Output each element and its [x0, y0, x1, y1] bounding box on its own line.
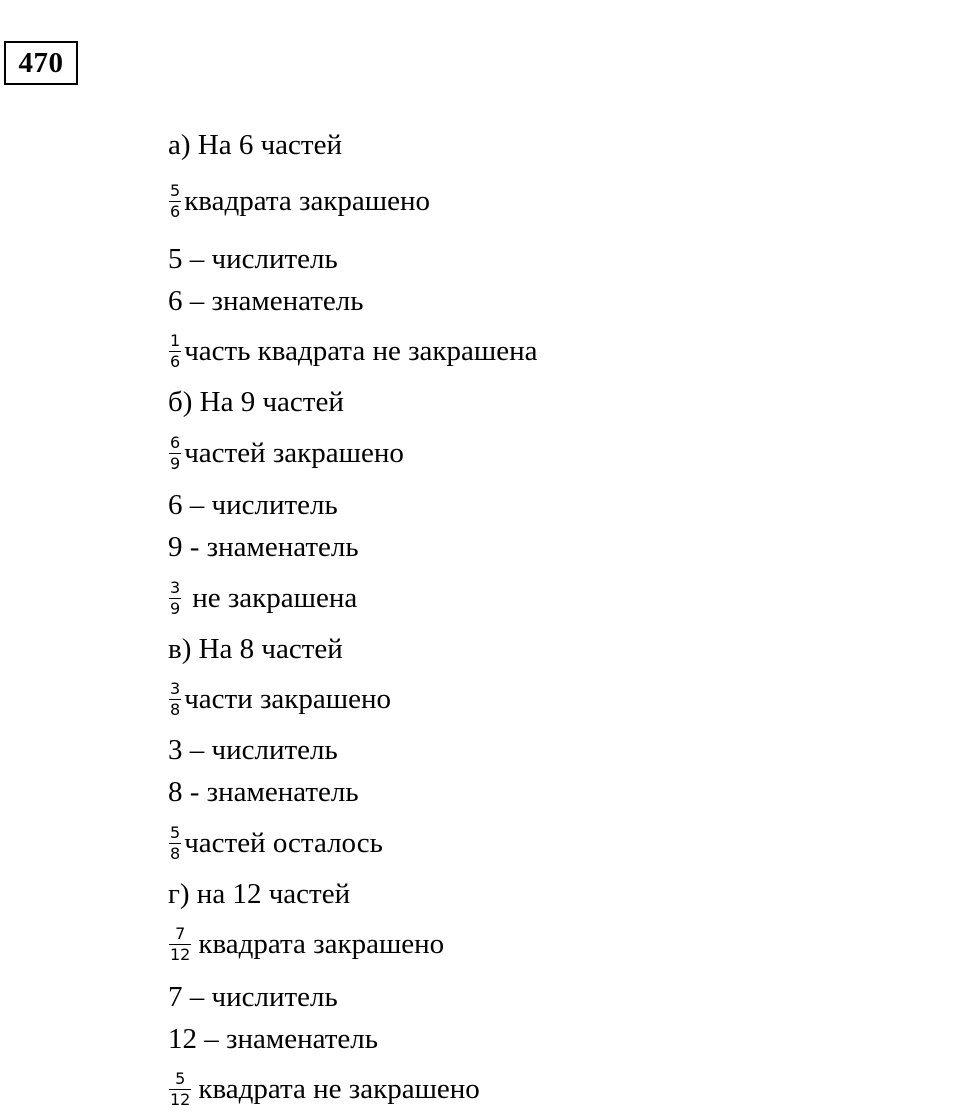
fraction [169, 824, 181, 863]
fraction-line [168, 818, 383, 868]
fraction-numerator: 3 [170, 577, 181, 597]
line-text: квадрата закрашено [184, 184, 430, 217]
fraction [169, 182, 181, 221]
fraction [169, 1070, 191, 1109]
line-text: а) На 6 частей [168, 128, 342, 161]
fraction [169, 925, 191, 964]
fraction-numerator: 3 [170, 678, 181, 698]
line-text: частей осталось [184, 826, 383, 859]
fraction-denominator: 6 [170, 351, 181, 371]
part-a-heading [168, 120, 342, 170]
line-text: часть квадрата не закрашена [184, 334, 538, 367]
line-text: квадрата не закрашено [198, 1072, 480, 1105]
fraction-numerator: 5 [170, 822, 181, 842]
fraction-line [168, 919, 444, 969]
problem-number-box [4, 41, 78, 85]
text-line [168, 276, 363, 326]
fraction [169, 332, 181, 371]
line-text: 12 – знаменатель [168, 1022, 378, 1055]
line-text: 8 - знаменатель [168, 775, 359, 808]
fraction-numerator: 7 [175, 923, 186, 943]
line-text: 9 - знаменатель [168, 530, 359, 563]
line-text: б) На 9 частей [168, 385, 344, 418]
text-line [168, 767, 359, 817]
line-text: не закрашена [192, 581, 358, 614]
fraction [169, 579, 181, 618]
fraction-numerator: 5 [175, 1068, 186, 1088]
fraction-denominator: 9 [170, 598, 181, 618]
problem-number: 470 [18, 47, 64, 79]
line-text: 6 – знаменатель [168, 284, 364, 317]
line-text: 5 – числитель [168, 242, 338, 275]
line-text: 3 – числитель [168, 733, 338, 766]
fraction-denominator: 6 [170, 201, 181, 221]
part-d-heading [168, 869, 350, 919]
fraction [169, 434, 181, 473]
fraction-denominator: 9 [170, 453, 181, 473]
fraction-numerator: 5 [170, 180, 181, 200]
line-text: части закрашено [184, 682, 391, 715]
fraction-line [168, 573, 357, 623]
fraction-line [168, 176, 430, 226]
fraction-denominator: 12 [170, 1089, 191, 1109]
text-line [168, 522, 359, 572]
fraction-denominator: 12 [170, 944, 191, 964]
fraction-line [168, 1064, 480, 1114]
fraction-numerator: 1 [170, 330, 181, 350]
part-b-heading [168, 377, 344, 427]
fraction-line [168, 326, 537, 376]
line-text: 7 – числитель [168, 980, 338, 1013]
fraction-line [168, 674, 391, 724]
line-text: г) на 12 частей [168, 877, 351, 910]
text-line [168, 1014, 378, 1064]
part-c-heading [168, 624, 343, 674]
fraction-line [168, 428, 404, 478]
line-text: в) На 8 частей [168, 632, 343, 665]
line-text: 6 – числитель [168, 488, 338, 521]
line-text: частей закрашено [184, 436, 404, 469]
fraction-denominator: 8 [170, 699, 181, 719]
fraction-numerator: 6 [170, 432, 181, 452]
fraction [169, 680, 181, 719]
line-text: квадрата закрашено [198, 927, 445, 960]
fraction-denominator: 8 [170, 843, 181, 863]
